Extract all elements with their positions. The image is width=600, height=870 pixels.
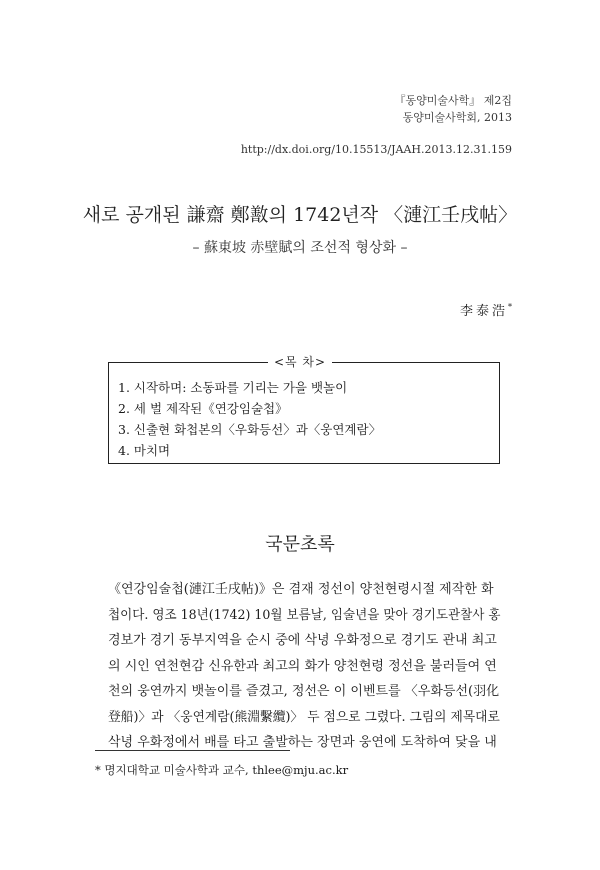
toc-item: 2. 세 벌 제작된《연강임술첩》 bbox=[118, 401, 288, 416]
abstract-line-text: 登船)〉과 〈웅연계람(熊淵繫纜)〉 두 점으로 그렸다. 그림의 제목대로 bbox=[108, 709, 500, 725]
abstract-line bbox=[108, 603, 500, 629]
journal-header-line: 『동양미술사학』 제2집 bbox=[394, 94, 512, 107]
toc-label bbox=[0, 351, 600, 370]
article-subtitle: – 蘇東坡 赤壁賦의 조선적 형상화 – bbox=[192, 240, 408, 256]
toc-item: 1. 시작하며: 소동파를 기리는 가을 뱃놀이 bbox=[118, 380, 348, 395]
author-footnote: * 명지대학교 미술사학과 교수, thlee@mju.ac.kr bbox=[95, 763, 349, 777]
toc-item: 4. 마치며 bbox=[118, 443, 171, 458]
society-header-line: 동양미술사학회, 2013 bbox=[402, 111, 512, 124]
abstract-line-text: 천의 웅연까지 뱃놀이를 즐겼고, 정선은 이 이벤트를 〈우화등선(羽化 bbox=[108, 684, 500, 699]
abstract-line-text: 경보가 경기 동부지역을 순시 중에 삭녕 우화정으로 경기도 관내 최고 bbox=[108, 633, 497, 648]
abstract-line-text: 삭녕 우화정에서 배를 타고 출발하는 장면과 웅연에 도착하여 닻을 내 bbox=[108, 735, 497, 750]
abstract-line bbox=[108, 628, 500, 654]
author-footnote-marker: * bbox=[508, 302, 512, 312]
abstract-body bbox=[108, 577, 500, 756]
abstract-heading: 국문초록 bbox=[265, 534, 335, 555]
doi-link[interactable]: http://dx.doi.org/10.15513/JAAH.2013.12.31.159 bbox=[240, 143, 512, 156]
abstract-line bbox=[108, 654, 500, 680]
abstract-line-text: 의 시인 연천현감 신유한과 최고의 화가 양천현령 정선을 불러들여 연 bbox=[108, 658, 497, 674]
abstract-line bbox=[108, 705, 500, 731]
abstract-line-text: 첩이다. 영조 18년(1742) 10월 보름날, 임술년을 맞아 경기도관찰사 홍 bbox=[108, 607, 501, 623]
author-name bbox=[460, 300, 512, 319]
abstract-line bbox=[108, 679, 500, 705]
toc-list bbox=[118, 377, 381, 461]
footnote-divider bbox=[95, 750, 290, 751]
toc-item: 3. 신출현 화첩본의〈우화등선〉과〈웅연계람〉 bbox=[118, 422, 382, 437]
toc-label-text: <목 차> bbox=[268, 355, 332, 369]
abstract-line bbox=[108, 577, 500, 603]
abstract-line bbox=[108, 730, 500, 756]
article-title: 새로 공개된 謙齋 鄭敾의 1742년작 〈漣江壬戌帖〉 bbox=[82, 204, 518, 226]
abstract-line-text: 《연강임술첩(漣江壬戌帖)》은 겸재 정선이 양천현령시절 제작한 화 bbox=[108, 582, 494, 597]
author-name-text: 李泰浩 bbox=[459, 304, 508, 319]
